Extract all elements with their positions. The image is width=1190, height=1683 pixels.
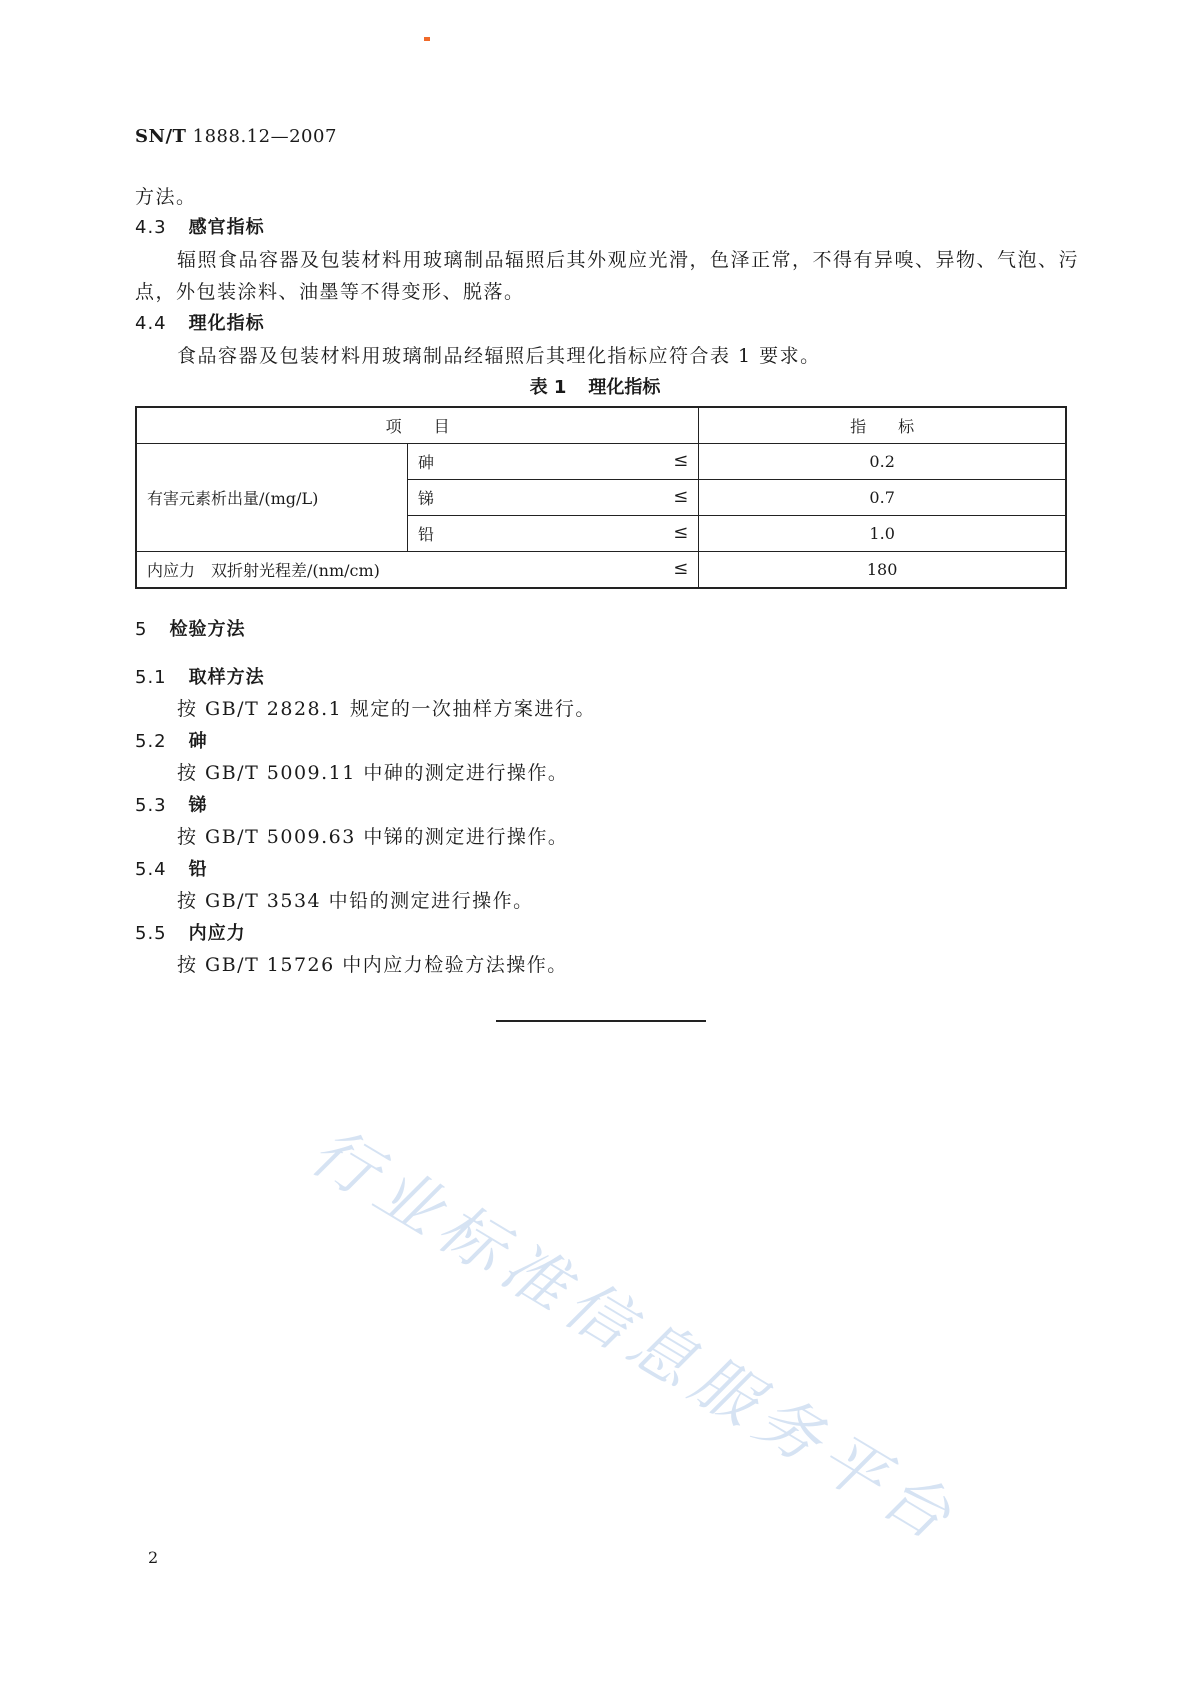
paragraph-4-4: 食品容器及包装材料用玻璃制品经辐照后其理化指标应符合表 1 要求。 [177,345,821,367]
header-value: 指 标 [699,407,1066,444]
heading-title: 理化指标 [188,313,265,334]
caption-number: 表 1 [529,377,567,398]
stress-label: 内应力 双折射光程差/(nm/cm) [147,561,380,580]
heading-title: 铅 [188,859,208,880]
element-name: 砷 [418,453,435,472]
heading-title: 内应力 [188,923,246,944]
heading-title: 感官指标 [188,217,265,238]
le-symbol: ≤ [673,522,689,543]
paragraph-4-3-line2: 点，外包装涂料、油墨等不得变形、脱落。 [135,281,525,303]
page-number: 2 [148,1548,159,1567]
heading-number: 5.2 [135,731,167,752]
table-header-row [136,407,1066,444]
le-symbol: ≤ [673,558,689,579]
element-cell [408,516,699,552]
group-label: 有害元素析出量/(mg/L) [136,444,408,552]
heading-5 [135,615,245,641]
standard-header [135,126,337,147]
standard-number: 1888.12—2007 [192,126,337,147]
heading-5-4 [135,855,208,881]
table-row-stress [136,552,1066,589]
paragraph-5-5: 按 GB/T 15726 中内应力检验方法操作。 [177,954,568,976]
element-cell [408,444,699,480]
heading-title: 砷 [188,731,208,752]
value-cell: 0.2 [699,444,1066,480]
end-rule [496,1020,706,1022]
le-symbol: ≤ [673,450,689,471]
heading-number: 4.3 [135,217,167,238]
heading-number: 5.1 [135,667,167,688]
paragraph-5-3: 按 GB/T 5009.63 中锑的测定进行操作。 [177,826,569,848]
le-symbol: ≤ [673,486,689,507]
paragraph-5-4: 按 GB/T 3534 中铅的测定进行操作。 [177,890,534,912]
heading-4-4 [135,309,265,335]
value-cell: 1.0 [699,516,1066,552]
heading-number: 5.4 [135,859,167,880]
heading-number: 5 [135,619,148,640]
heading-title: 取样方法 [188,667,265,688]
watermark: 行业标准信息服务平台 [297,1114,971,1559]
heading-number: 5.5 [135,923,167,944]
heading-5-1 [135,663,265,689]
heading-number: 5.3 [135,795,167,816]
element-cell [408,480,699,516]
heading-title: 锑 [188,795,208,816]
paragraph-5-1: 按 GB/T 2828.1 规定的一次抽样方案进行。 [177,698,596,720]
table-row [136,444,1066,480]
paragraph-5-2: 按 GB/T 5009.11 中砷的测定进行操作。 [177,762,569,784]
caption-title: 理化指标 [588,377,661,398]
standard-code: SN/T [135,126,187,147]
value-cell: 0.7 [699,480,1066,516]
table-caption [0,373,1190,399]
orange-mark [424,37,430,41]
heading-5-3 [135,791,208,817]
element-name: 锑 [418,489,435,508]
stress-cell [136,552,699,589]
spec-table [135,406,1067,589]
element-name: 铅 [418,525,435,544]
paragraph-4-3-line1: 辐照食品容器及包装材料用玻璃制品辐照后其外观应光滑，色泽正常，不得有异嗅、异物、气泡、污 [177,249,1080,271]
heading-title: 检验方法 [169,619,246,640]
value-cell: 180 [699,552,1066,589]
heading-4-3 [135,213,265,239]
heading-5-2 [135,727,208,753]
heading-number: 4.4 [135,313,167,334]
intro-tail: 方法。 [135,186,197,208]
heading-5-5 [135,919,246,945]
header-item: 项 目 [136,407,699,444]
